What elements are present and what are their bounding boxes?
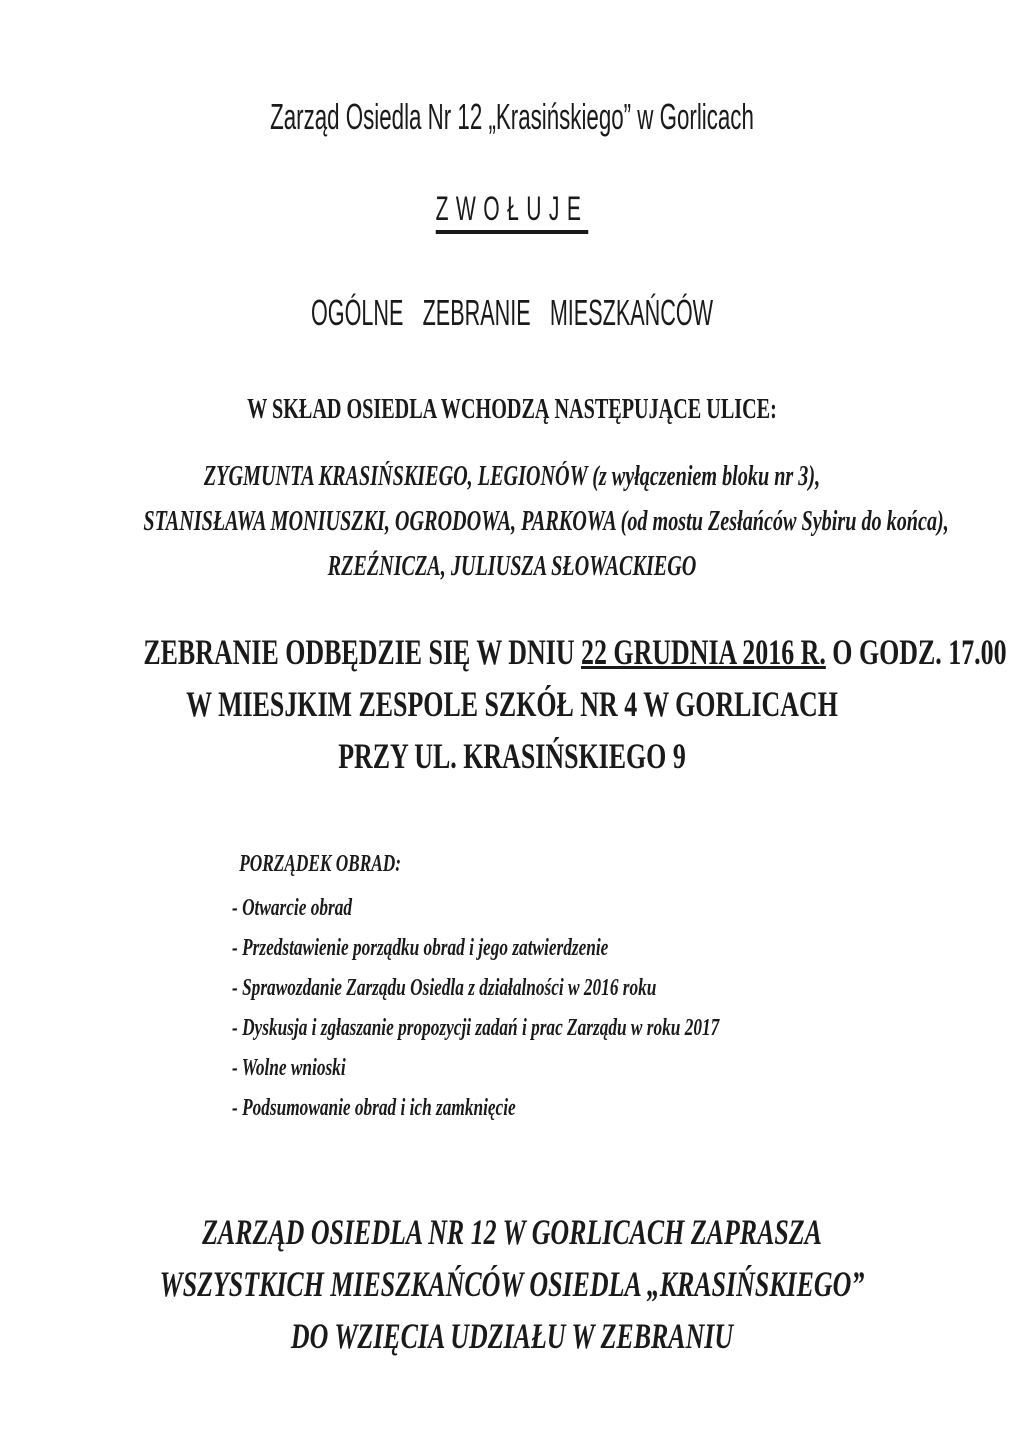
meeting-details — [143, 626, 1007, 782]
invitation-line: DO WZIĘCIA UDZIAŁU W ZEBRANIU — [290, 1316, 734, 1356]
page-title: Zarząd Osiedla Nr 12 „Krasińskiego” w Gorlicach — [270, 96, 754, 137]
meeting-venue: W MIESJKIM ZESPOLE SZKÓŁ NR 4 W GORLICACH — [186, 684, 838, 724]
agenda-item: - Podsumowanie obrad i ich zamknięcie — [232, 1095, 516, 1121]
invitation-line: ZARZĄD OSIEDLA NR 12 W GORLICACH ZAPRASZA — [202, 1212, 822, 1252]
meeting-date-prefix: ZEBRANIE ODBĘDZIE SIĘ W DNIU — [143, 632, 582, 672]
meeting-address: PRZY UL. KRASIŃSKIEGO 9 — [338, 736, 686, 776]
meeting-title: OGÓLNE ZEBRANIE MIESZKAŃCÓW — [310, 292, 714, 333]
meeting-date: 22 GRUDNIA 2016 R. — [581, 632, 826, 672]
streets-line: RZEŹNICZA, JULIUSZA SŁOWACKIEGO — [327, 551, 697, 582]
meeting-date-line — [143, 626, 1007, 678]
streets-heading: W SKŁAD OSIEDLA WCHODZĄ NASTĘPUJĄCE ULICE: — [247, 394, 777, 425]
agenda-item: - Wolne wnioski — [232, 1055, 346, 1081]
convenes-text: ZWOŁUJE — [436, 190, 589, 234]
agenda-item: - Otwarcie obrad — [232, 895, 352, 921]
streets-line: ZYGMUNTA KRASIŃSKIEGO, LEGIONÓW (z wyłączeniem bloku nr 3), — [203, 461, 821, 492]
agenda-heading: PORZĄDEK OBRAD: — [239, 851, 401, 877]
meeting-time: O GODZ. 17.00 — [825, 632, 1007, 672]
invitation — [143, 1206, 880, 1362]
convenes-heading — [195, 190, 830, 229]
agenda — [232, 850, 719, 1128]
streets-list — [143, 454, 949, 589]
agenda-item: - Sprawozdanie Zarządu Osiedla z działalności w 2016 roku — [232, 975, 657, 1001]
streets-line: STANISŁAWA MONIUSZKI, OGRODOWA, PARKOWA (od mostu Zesłańców Sybiru do końca), — [143, 506, 949, 537]
agenda-item: - Przedstawienie porządku obrad i jego zatwierdzenie — [232, 935, 609, 961]
invitation-line: WSZYSTKICH MIESZKAŃCÓW OSIEDLA „KRASIŃSKIEGO” — [159, 1264, 865, 1304]
agenda-item: - Dyskusja i zgłaszanie propozycji zadań i prac Zarządu w roku 2017 — [232, 1015, 720, 1041]
